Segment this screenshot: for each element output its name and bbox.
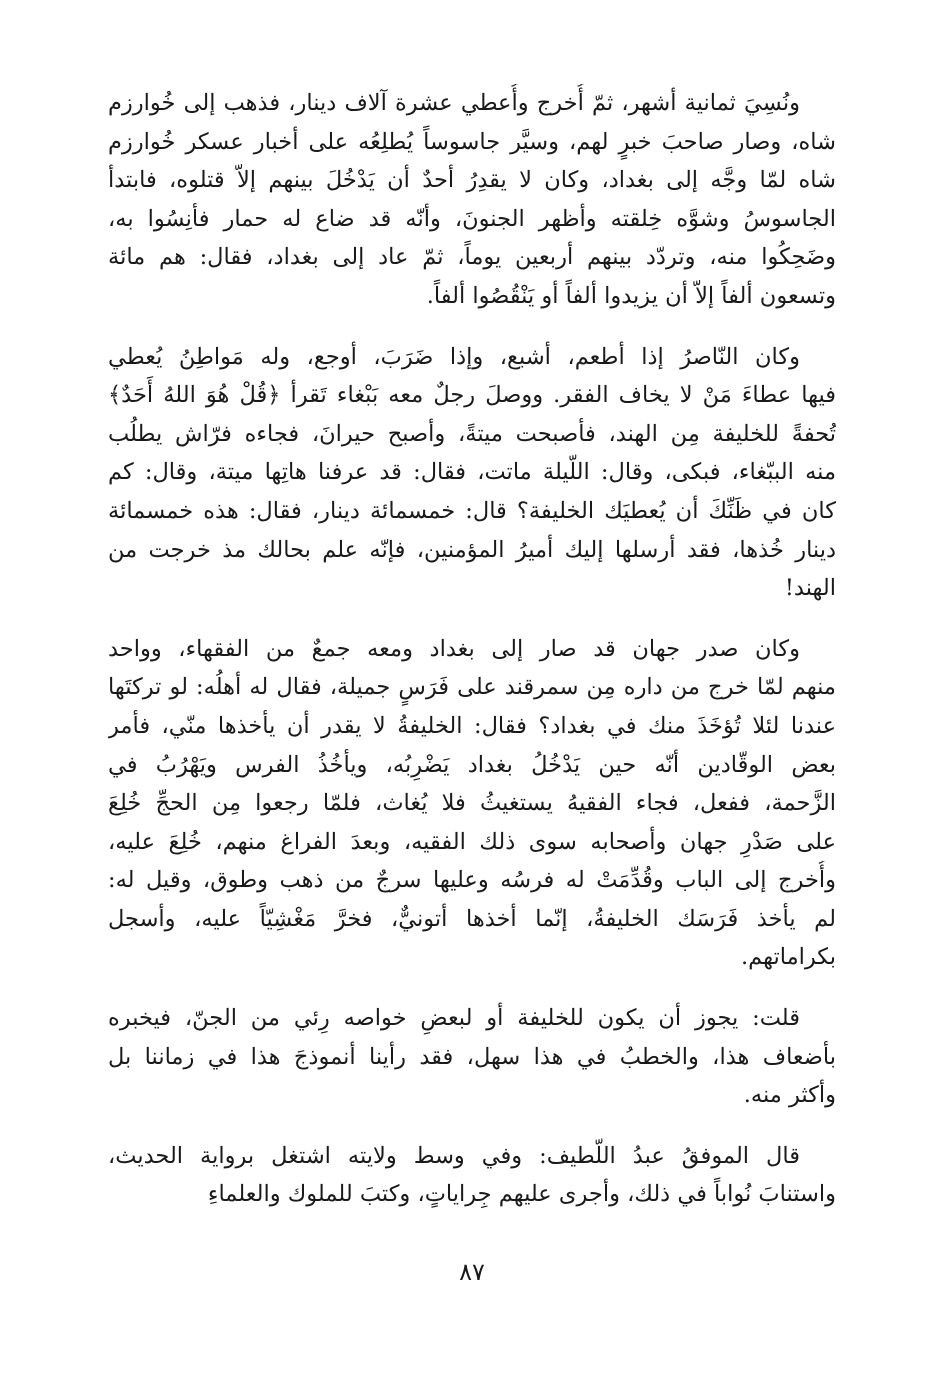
text-line: فيها عطاءَ مَنْ لا يخاف الفقر. ووصلَ رجلٌ معه بَبْغاء تَقرأ ﴿قُلْ هُوَ اللهُ أَحَدٌ﴾ bbox=[108, 382, 836, 409]
text-line: كان في ظَنِّكَ أن يُعطيَك الخليفة؟ قال: خمسمائة دينار، فقال: هذه خمسمائة bbox=[108, 497, 836, 524]
text-line: لم يأخذ فَرَسَك الخليفةُ، إنّما أخذها أتونيٌّ، فخرَّ مَغْشِيّاً عليه، وأسجل bbox=[108, 905, 836, 932]
text-line: الهند! bbox=[784, 575, 836, 602]
text-line: تُحفةً للخليفة مِن الهند، فأصبحت ميتةً، وأصبح حيرانَ، فجاءه فرّاش يطلُب bbox=[108, 420, 836, 447]
text-line: عندنا لئلا تُؤخَذَ منك في بغداد؟ فقال: الخليفةُ لا يقدر أن يأخذها منّي، فأمر bbox=[108, 712, 836, 739]
text-line: وتسعون ألفاً إلاّ أن يزيدوا ألفاً أو يَنْقُصُوا ألفاً. bbox=[426, 282, 836, 309]
page-number: ٨٧ bbox=[459, 1258, 485, 1286]
paragraph bbox=[108, 1137, 836, 1214]
text-line: بكراماتهم. bbox=[740, 944, 836, 971]
text-line: شاه لمّا وجَّه إلى بغداد، وكان لا يقدِرُ أحدٌ أن يَدْخُلَ بينهم إلاّ قتلوه، فابتدأ bbox=[108, 167, 836, 194]
text-line: وأكثر منه. bbox=[743, 1082, 836, 1109]
text-line: قلت: يجوز أن يكون للخليفة أو لبعضِ خواصه رِئي من الجنّ، فيخبره bbox=[108, 1005, 800, 1032]
text-line: ونُسِيَ ثمانية أشهر، ثمّ أُخرج وأُعطي عشرة آلاف دينار، فذهب إلى خُوارزم bbox=[108, 90, 800, 116]
text-line: بعض الوقّادين أنّه حين يَدْخُلُ بغداد يَضْرِبُه، ويأخُذُ الفرس ويَهْرُبُ في bbox=[108, 751, 836, 778]
text-line: على صَدْرِ جهان وأصحابه سوى ذلك الفقيه، وبعدَ الفراغ منهم، خُلِعَ عليه، bbox=[108, 828, 836, 855]
text-line: وكان النّاصرُ إذا أطعم، أشبع، وإذا ضَرَبَ، أوجع، وله مَواطِنُ يُعطي bbox=[108, 343, 800, 370]
paragraph bbox=[108, 630, 836, 977]
text-line: شاه، وصار صاحبَ خبرٍ لهم، وسيَّر جاسوساً يُطلِعُه على أخبار عسكر خُوارزم bbox=[108, 128, 836, 155]
text-line: وأُخرج إلى الباب وقُدِّمَتْ له فرسُه وعليها سرجٌ من ذهب وطوق، وقيل له: bbox=[108, 867, 836, 894]
text-line: الجاسوسُ وشوَّه خِلقته وأظهر الجنونَ، وأنّه قد ضاع له حمار فأنِسُوا به، bbox=[108, 205, 836, 232]
text-line: قال الموفقُ عبدُ اللّطيف: وفي وسط ولايته اشتغل برواية الحديث، bbox=[108, 1142, 800, 1169]
paragraph bbox=[108, 338, 836, 608]
text-line: منهم لمّا خرج من داره مِن سمرقند على فَرَسٍ جميلة، فقال له أهلُه: لو تركتَها bbox=[108, 674, 836, 701]
text-line: وضَحِكُوا منه، وتردّد بينهم أربعين يوماً، ثمّ عاد إلى بغداد، فقال: هم مائة bbox=[108, 244, 836, 271]
text-line: الزَّحمة، ففعل، فجاء الفقيهُ يستغيثُ فلا يُغاث، فلمّا رجعوا مِن الحجِّ خُلِعَ bbox=[108, 790, 836, 817]
paragraph bbox=[108, 84, 836, 316]
paragraph bbox=[108, 999, 836, 1115]
text-line: واستنابَ نُواباً في ذلك، وأجرى عليهم جِراياتٍ، وكتبَ للملوك والعلماءِ bbox=[207, 1181, 836, 1208]
page-body bbox=[108, 84, 836, 1236]
text-line: وكان صدر جهان قد صار إلى بغداد ومعه جمعٌ من الفقهاء، وواحد bbox=[108, 635, 800, 662]
text-line: منه الببّغاء، فبكى، وقال: اللّيلة ماتت، فقال: قد عرفنا هاتِها ميتة، وقال: كم bbox=[108, 459, 836, 486]
text-line: دينار خُذها، فقد أرسلها إليك أميرُ المؤمنين، فإنّه علم بحالك مذ خرجت من bbox=[108, 536, 836, 563]
text-line: بأضعاف هذا، والخطبُ في هذا سهل، فقد رأينا أنموذجَ هذا في زماننا بل bbox=[108, 1043, 836, 1070]
